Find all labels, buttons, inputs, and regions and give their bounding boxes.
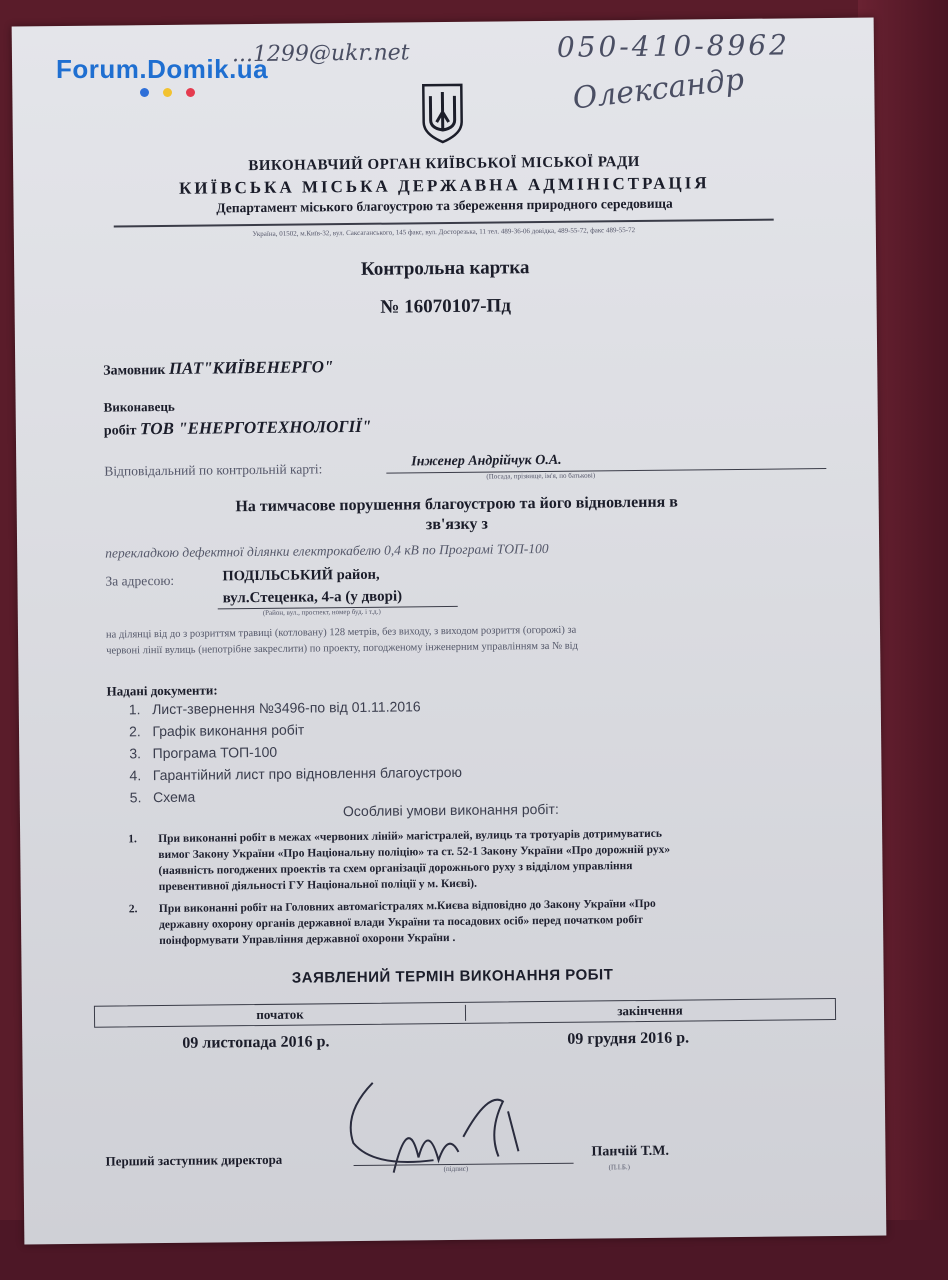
handwritten-phone: 050-410-8962 bbox=[556, 28, 791, 64]
responsible-value: Інженер Андрійчук О.А. bbox=[411, 452, 562, 470]
header-line2: КИЇВСЬКА МІСЬКА ДЕРЖАВНА АДМІНІСТРАЦІЯ bbox=[178, 173, 710, 198]
forum-watermark: Forum.Domik.ua bbox=[56, 54, 269, 84]
handwritten-email: ...1299@ukr.net bbox=[231, 40, 410, 68]
address-line1: ПОДІЛЬСЬКИЙ район, bbox=[222, 566, 380, 585]
trident-coat-of-arms-icon bbox=[420, 82, 465, 144]
header-address: Україна, 01502, м.Київ-32, вул. Саксаганського, 145 факс, вул. Досторезька, 11 тел. 489-36-06 довідка, 489-55-72, факс 489-55-72 bbox=[252, 226, 636, 239]
conditions-heading: Особливі умови виконання робіт: bbox=[342, 800, 559, 820]
purpose-heading1: На тимчасове порушення благоустрою та його відновлення в bbox=[235, 493, 679, 516]
signature-caption: (підпис) bbox=[443, 1164, 469, 1174]
contractor-value: ТОВ "ЕНЕРГОТЕХНОЛОГІЇ" bbox=[139, 416, 372, 439]
watermark-dot bbox=[140, 88, 149, 97]
condition-line: превентивної діяльності ГУ Національної поліції у м. Києві). bbox=[158, 877, 478, 894]
term-start-label: початок bbox=[95, 1005, 466, 1025]
work-desc-line1: на ділянці від до з розриттям травиці (котловану) 128 метрів, без виходу, з виходом розриття (огорожі) за bbox=[105, 624, 577, 641]
signer-position: Перший заступник директора bbox=[105, 1151, 283, 1169]
condition-line: вимог Закону України «Про Національну поліцію» та ст. 52-1 Закону України «Про дорожній рух» bbox=[158, 843, 671, 862]
responsible-caption: (Посада, прізвище, ім'я, по батькові) bbox=[486, 471, 596, 481]
document-item: 3. Програма ТОП-100 bbox=[129, 743, 278, 762]
document-item: 1. Лист-звернення №3496-по від 01.11.2016 bbox=[128, 698, 421, 718]
documents-heading: Надані документи: bbox=[106, 682, 218, 699]
contractor-label2: робіт bbox=[103, 423, 137, 439]
condition-line: При виконанні робіт на Головних автомагістралях м.Києва відповідно до Закону України «Про bbox=[158, 897, 656, 916]
term-end-value: 09 грудня 2016 р. bbox=[567, 1029, 690, 1048]
customer-value: ПАТ"КИЇВЕНЕРГО" bbox=[168, 357, 334, 378]
condition-line: При виконанні робіт в межах «червоних ліній» магістралей, вулиць та тротуарів дотримуватись bbox=[158, 827, 662, 846]
name-caption: (П.І.Б.) bbox=[608, 1163, 630, 1172]
watermark-dots bbox=[140, 88, 195, 97]
term-table bbox=[94, 998, 836, 1028]
address-label: За адресою: bbox=[105, 572, 175, 589]
condition-line: поінформувати Управління державної охорони України . bbox=[159, 931, 456, 948]
watermark-dot bbox=[186, 88, 195, 97]
handwritten-name: Олександр bbox=[570, 62, 746, 117]
header-line3: Департамент міського благоустрою та збереження природного середовища bbox=[216, 195, 673, 216]
contractor-label1: Виконавець bbox=[103, 398, 175, 415]
term-end-label: закінчення bbox=[617, 1002, 683, 1019]
term-heading: ЗАЯВЛЕНИЙ ТЕРМІН ВИКОНАННЯ РОБІТ bbox=[291, 966, 614, 987]
address-line2: вул.Стеценка, 4-а (у дворі) bbox=[222, 588, 403, 607]
purpose-text: перекладкою дефектної ділянки електрокабелю 0,4 кВ по Програмі ТОП-100 bbox=[105, 540, 549, 561]
watermark-dot bbox=[163, 88, 172, 97]
responsible-label: Відповідальний по контрольній карті: bbox=[104, 461, 323, 479]
condition-line: державну охорону органів державної влади України та посадових осіб» перед початком робіт bbox=[159, 913, 643, 932]
condition-number: 1. bbox=[128, 833, 137, 846]
work-desc-line2: червоні лінії вулиць (непотрібне закреслити) по проекту, погодженому інженерним управлінням за № від bbox=[106, 640, 578, 657]
address-caption: (Район, вул., проспект, номер буд. і т.д.) bbox=[262, 607, 381, 617]
document-sheet bbox=[12, 18, 887, 1245]
customer-label: Замовник bbox=[103, 362, 166, 379]
signer-name: Панчій Т.М. bbox=[591, 1143, 670, 1160]
doc-number: № 16070107-Пд bbox=[380, 295, 511, 318]
document-item: 5. Схема bbox=[129, 788, 196, 806]
condition-number: 2. bbox=[128, 903, 138, 916]
header-line1: ВИКОНАВЧИЙ ОРГАН КИЇВСЬКОЇ МІСЬКОЇ РАДИ bbox=[248, 153, 641, 175]
doc-title: Контрольна картка bbox=[360, 257, 530, 280]
term-start-value: 09 листопада 2016 р. bbox=[182, 1033, 330, 1052]
purpose-heading2: зв'язку з bbox=[425, 515, 488, 534]
document-item: 4. Гарантійний лист про відновлення благоустрою bbox=[129, 763, 463, 784]
document-item: 2. Графік виконання робіт bbox=[128, 721, 305, 740]
condition-line: (наявність погоджених проектів та схем організації дорожнього руху з відділом управління bbox=[158, 860, 633, 878]
